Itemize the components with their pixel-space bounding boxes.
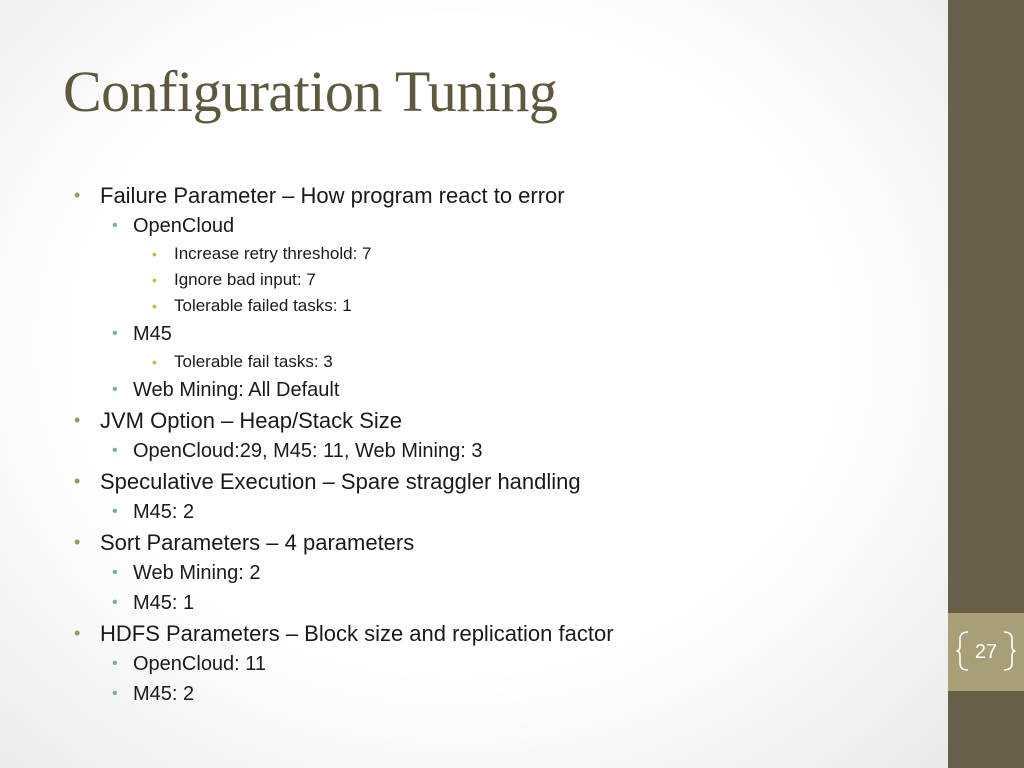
bullet-item (72, 267, 932, 293)
bullet-text: Failure Parameter – How program react to error (100, 183, 565, 208)
bullet-dot-icon: • (152, 272, 157, 288)
bullet-dot-icon: • (74, 532, 81, 552)
bullet-dot-icon: • (152, 246, 157, 262)
bullet-dot-icon: • (74, 410, 81, 430)
page-number: 27 (974, 641, 998, 663)
bullet-item (72, 405, 932, 436)
bullet-item (72, 293, 932, 319)
bullet-dot-icon: • (152, 354, 157, 370)
bullet-dot-icon: • (152, 298, 157, 314)
bullet-dot-icon: • (112, 564, 118, 581)
bullet-dot-icon: • (112, 685, 118, 702)
bullet-item (72, 497, 932, 527)
bullet-item (72, 466, 932, 497)
bullet-list (72, 180, 932, 709)
bullet-text: Tolerable fail tasks: 3 (174, 352, 333, 371)
bullet-item (72, 375, 932, 405)
bullet-item (72, 241, 932, 267)
bullet-text: OpenCloud (133, 215, 235, 237)
bullet-item (72, 436, 932, 466)
bullet-item (72, 649, 932, 679)
bullet-item (72, 180, 932, 211)
bullet-text: M45: 2 (133, 683, 195, 705)
bullet-item (72, 588, 932, 618)
bullet-text: Web Mining: All Default (133, 379, 340, 401)
bullet-text: OpenCloud: 11 (133, 653, 267, 675)
bullet-text: M45 (133, 323, 172, 345)
page-number-badge (948, 613, 1024, 691)
bullet-item (72, 211, 932, 241)
bullet-text: Web Mining: 2 (133, 562, 261, 584)
bullet-dot-icon: • (112, 217, 118, 234)
bullet-text: HDFS Parameters – Block size and replication factor (100, 621, 614, 646)
bullet-item (72, 349, 932, 375)
bullet-dot-icon: • (112, 381, 118, 398)
bullet-dot-icon: • (112, 655, 118, 672)
bullet-text: Sort Parameters – 4 parameters (100, 530, 415, 555)
bullet-item (72, 679, 932, 709)
bullet-text: Ignore bad input: 7 (174, 270, 316, 289)
bullet-dot-icon: • (112, 442, 118, 459)
bullet-dot-icon: • (112, 325, 118, 342)
bullet-text: M45: 2 (133, 501, 195, 523)
slide-title: Configuration Tuning (63, 59, 558, 124)
bullet-dot-icon: • (112, 503, 118, 520)
bullet-text: Speculative Execution – Spare straggler handling (100, 469, 581, 494)
bullet-item (72, 558, 932, 588)
bullet-dot-icon: • (74, 471, 81, 491)
bullet-text: JVM Option – Heap/Stack Size (100, 408, 403, 433)
bullet-dot-icon: • (112, 594, 118, 611)
bullet-item (72, 618, 932, 649)
bullet-text: Increase retry threshold: 7 (174, 244, 372, 263)
bullet-item (72, 319, 932, 349)
bullet-text: Tolerable failed tasks: 1 (174, 296, 352, 315)
bullet-text: OpenCloud:29, M45: 11, Web Mining: 3 (133, 440, 483, 462)
bullet-item (72, 527, 932, 558)
bullet-dot-icon: • (74, 185, 81, 205)
bullet-text: M45: 1 (133, 592, 195, 614)
bullet-dot-icon: • (74, 623, 81, 643)
